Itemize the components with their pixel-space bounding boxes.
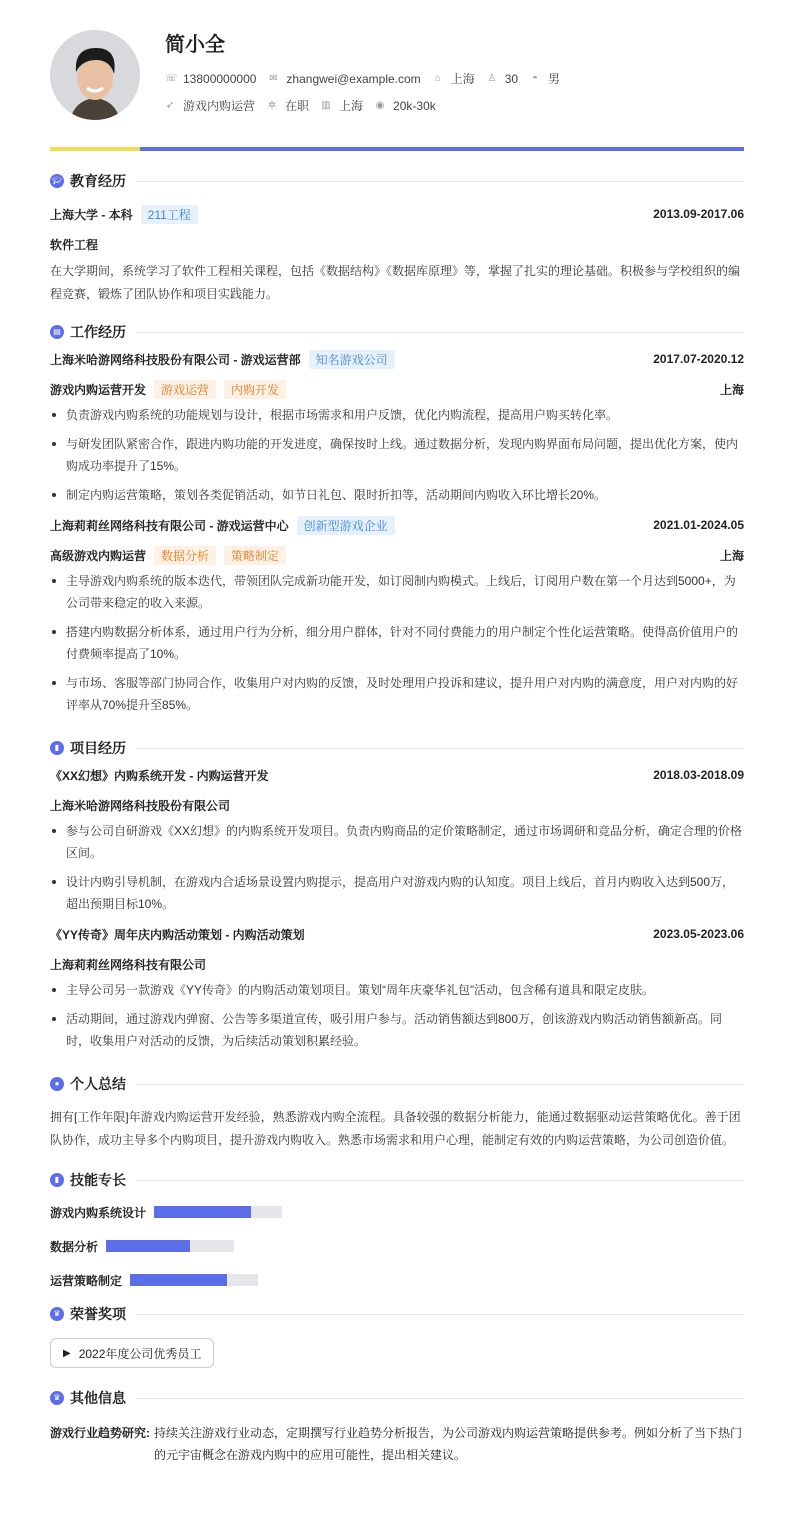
skill-fill bbox=[154, 1206, 251, 1218]
section-projects bbox=[50, 740, 744, 756]
skill-bar bbox=[154, 1206, 282, 1218]
bullet: 参与公司自研游戏《XX幻想》的内购系统开发项目。负责内购商品的定价策略制定，通过市场调研和竞品分析，确定合理的价格区间。 bbox=[50, 820, 744, 864]
award-name: 2022年度公司优秀员工 bbox=[78, 1346, 202, 1361]
age: 30 bbox=[504, 71, 519, 86]
job-intent-row bbox=[165, 97, 448, 114]
other-key: 游戏行业趋势研究: bbox=[50, 1426, 150, 1440]
role-tag: 游戏运营 bbox=[154, 380, 216, 399]
project-company: 上海米哈游网络科技股份有限公司 bbox=[50, 798, 231, 813]
skill-item bbox=[50, 1236, 403, 1256]
bullet: 活动期间，通过游戏内弹窗、公告等多渠道宣传，吸引用户参与。活动销售额达到800万，创该游戏内购活动销售额新高。同时，收集用户对活动的反馈，为后续活动策划积累经验。 bbox=[50, 1008, 744, 1052]
job-title: 高级游戏内购运营 bbox=[50, 548, 147, 563]
status: 在职 bbox=[285, 99, 310, 113]
job-title: 游戏内购运营开发 bbox=[50, 382, 147, 397]
bullet: 主导游戏内购系统的版本迭代，带领团队完成新功能开发，如订阅制内购模式。上线后，订阅用户数在第一个月达到5000+，为公司带来稳定的收入来源。 bbox=[50, 570, 744, 614]
project-name: 《YY传奇》周年庆内购活动策划 - 内购活动策划 bbox=[50, 927, 305, 942]
other-value: 持续关注游戏行业动态，定期撰写行业趋势分析报告，为公司游戏内购运营策略提供参考。例如分析了当下热门的元宇宙概念在游戏内购中的应用可能性，提出相关建议。 bbox=[154, 1426, 743, 1462]
age-icon: ♙ bbox=[487, 72, 497, 84]
project-date: 2018.03-2018.09 bbox=[653, 768, 744, 782]
building-icon: ▥ bbox=[321, 99, 331, 111]
section-title: 荣誉奖项 bbox=[70, 1306, 126, 1322]
bullet: 主导公司另一款游戏《YY传奇》的内购活动策划项目。策划“周年庆豪华礼包”活动，包含稀有道具和限定皮肤。 bbox=[50, 979, 744, 1001]
work-item bbox=[50, 348, 744, 506]
company-tag: 创新型游戏企业 bbox=[297, 516, 395, 535]
skill-name: 游戏内购系统设计 bbox=[50, 1205, 147, 1220]
work-item bbox=[50, 514, 744, 716]
triangle-icon: ▶ bbox=[63, 1347, 71, 1359]
bullet: 负责游戏内购系统的功能规划与设计，根据市场需求和用户反馈，优化内购流程，提高用户购买转化率。 bbox=[50, 404, 744, 426]
skill-name: 运营策略制定 bbox=[50, 1273, 123, 1288]
section-summary bbox=[50, 1076, 744, 1092]
major: 软件工程 bbox=[50, 237, 99, 252]
home-icon: ⌂ bbox=[434, 72, 441, 84]
project-date: 2023.05-2023.06 bbox=[653, 927, 744, 941]
chart-icon: ▮ bbox=[50, 741, 64, 755]
company: 上海莉莉丝网络科技有限公司 - 游戏运营中心 bbox=[50, 518, 289, 533]
salary-icon: ◉ bbox=[375, 99, 385, 111]
work-city: 上海 bbox=[719, 548, 744, 563]
target-city: 上海 bbox=[339, 99, 364, 113]
gender-icon: ◓ bbox=[532, 72, 539, 84]
bullet: 搭建内购数据分析体系，通过用户行为分析，细分用户群体，针对不同付费能力的用户制定个性化运营策略。使得高价值用户的付费频率提高了10%。 bbox=[50, 621, 744, 665]
award-item bbox=[50, 1338, 214, 1368]
award-icon: ♛ bbox=[50, 1307, 64, 1321]
bullet: 制定内购运营策略，策划各类促销活动，如节日礼包、限时折扣等，活动期间内购收入环比增长20%。 bbox=[50, 484, 744, 506]
work-city: 上海 bbox=[719, 382, 744, 397]
school: 上海大学 - 本科 bbox=[50, 207, 133, 222]
role-tag: 策略制定 bbox=[224, 546, 286, 565]
resume-header bbox=[50, 0, 744, 147]
edu-date: 2013.09-2017.06 bbox=[653, 207, 744, 221]
salary: 20k-30k bbox=[393, 98, 436, 113]
project-company: 上海莉莉丝网络科技有限公司 bbox=[50, 957, 207, 972]
send-icon: ➶ bbox=[165, 99, 175, 111]
section-title: 其他信息 bbox=[70, 1390, 126, 1406]
contact-row bbox=[165, 70, 572, 87]
section-title: 个人总结 bbox=[70, 1076, 126, 1092]
section-title: 项目经历 bbox=[70, 740, 126, 756]
project-item bbox=[50, 764, 744, 915]
status-icon: ✲ bbox=[267, 99, 277, 111]
award-icon: ♛ bbox=[50, 1391, 64, 1405]
skill-fill bbox=[130, 1274, 227, 1286]
company-tag: 知名游戏公司 bbox=[309, 350, 395, 369]
chart-icon: ▮ bbox=[50, 1173, 64, 1187]
briefcase-icon: ▤ bbox=[50, 325, 64, 339]
accent-bar bbox=[50, 147, 744, 151]
mail-icon: ✉ bbox=[269, 72, 278, 84]
other-item bbox=[50, 1422, 744, 1466]
bullet: 与研发团队紧密合作，跟进内购功能的开发进度，确保按时上线。通过数据分析，发现内购界面布局问题，提出优化方案，使内购成功率提升了15%。 bbox=[50, 433, 744, 477]
email: zhangwei@example.com bbox=[286, 71, 421, 86]
company: 上海米哈游网络科技股份有限公司 - 游戏运营部 bbox=[50, 352, 301, 367]
skill-name: 数据分析 bbox=[50, 1239, 99, 1254]
section-work bbox=[50, 324, 744, 340]
project-name: 《XX幻想》内购系统开发 - 内购运营开发 bbox=[50, 768, 269, 783]
work-date: 2021.01-2024.05 bbox=[653, 518, 744, 532]
user-icon: ● bbox=[50, 1077, 64, 1091]
skill-item bbox=[50, 1270, 403, 1290]
gender: 男 bbox=[548, 72, 561, 86]
city: 上海 bbox=[450, 72, 475, 86]
avatar bbox=[50, 30, 140, 120]
phone-icon: ☏ bbox=[165, 72, 178, 84]
role-tag: 内购开发 bbox=[224, 380, 286, 399]
section-education bbox=[50, 173, 744, 189]
section-title: 技能专长 bbox=[70, 1172, 126, 1188]
school-tag: 211工程 bbox=[141, 205, 198, 224]
work-date: 2017.07-2020.12 bbox=[653, 352, 744, 366]
bullet: 设计内购引导机制，在游戏内合适场景设置内购提示，提高用户对游戏内购的认知度。项目上线后，首月内购收入达到500万，超出预期目标10%。 bbox=[50, 871, 744, 915]
edu-desc: 在大学期间，系统学习了软件工程相关课程，包括《数据结构》《数据库原理》等，掌握了扎实的理论基础。积极参与学校组织的编程竞赛，锻炼了团队协作和项目实践能力。 bbox=[50, 264, 741, 301]
graduation-icon: 🎓︎ bbox=[50, 174, 64, 188]
role-tag: 数据分析 bbox=[154, 546, 216, 565]
section-other bbox=[50, 1390, 744, 1406]
section-title: 工作经历 bbox=[70, 324, 126, 340]
skills-list bbox=[50, 1202, 744, 1304]
candidate-name: 简小全 bbox=[165, 34, 225, 56]
section-awards bbox=[50, 1306, 744, 1322]
section-skills bbox=[50, 1172, 744, 1188]
skill-bar bbox=[106, 1240, 234, 1252]
phone: 13800000000 bbox=[183, 71, 257, 86]
skill-item bbox=[50, 1202, 403, 1222]
job: 游戏内购运营 bbox=[183, 99, 256, 113]
section-title: 教育经历 bbox=[70, 173, 126, 189]
skill-fill bbox=[106, 1240, 190, 1252]
summary-text: 拥有[工作年限]年游戏内购运营开发经验，熟悉游戏内购全流程。具备较强的数据分析能力，能通过数据驱动运营策略优化。善于团队协作，成功主导多个内购项目，提升游戏内购收入。熟悉市场需求和用户心理，能制定有效的内购运营策略，为公司创造价值。 bbox=[50, 1110, 741, 1147]
skill-bar bbox=[130, 1274, 258, 1286]
bullet: 与市场、客服等部门协同合作，收集用户对内购的反馈，及时处理用户投诉和建议，提升用户对内购的满意度，用户对内购的好评率从70%提升至85%。 bbox=[50, 672, 744, 716]
project-item bbox=[50, 923, 744, 1052]
